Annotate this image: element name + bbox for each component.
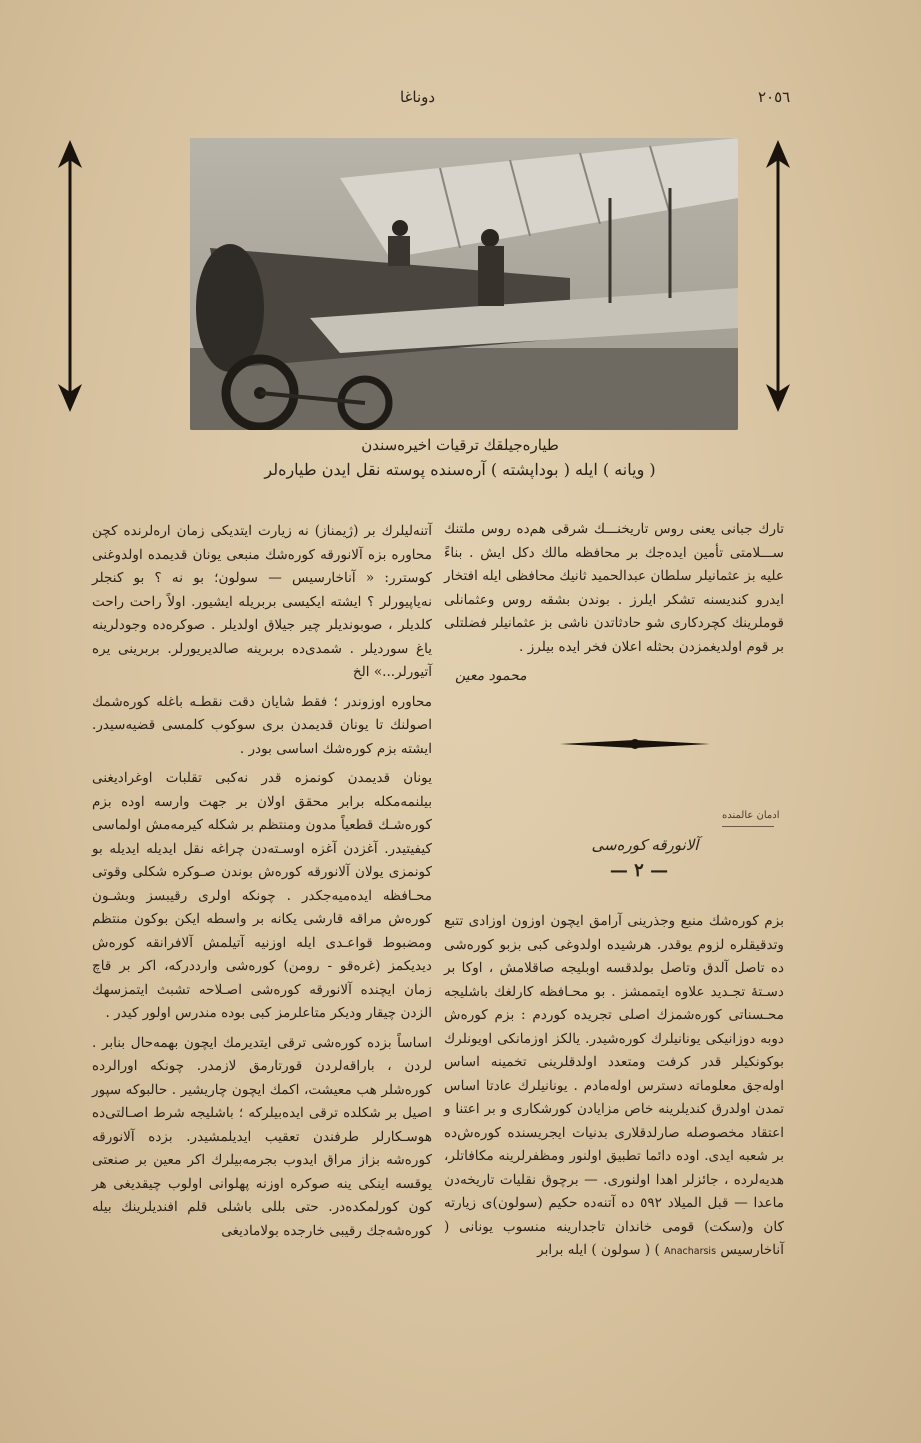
article-body-right: [444, 910, 784, 1270]
double-arrow-icon: [58, 140, 82, 412]
latin-name: Anacharsis: [664, 1246, 717, 1257]
paragraph: یونان قدیمدن کونمزه قدر نه‌کبی تقلبات اوغرادیغنی بیلنمه‌مکله برابر محقق اولان بر جهت وارسه اوده بزم کوره‌شـك قطعیاً مدون ومنتظم بر شکله کیرمه‌مش اولماسی کیفیتیدر. آغزدن آغزه اوسـته‌دن چراغه نقل ایدیله ایدیله بو کونمزی یولان آلانورقه کوره‌ش بوندن صـوکره شکلی وقوتی محـافظه ایده‌میه‌جکدر . چونکه اولری رقیبسز وبشـون کوره‌ش مراقه قارشی یکانه بر واسطه ایکن بوکون منتظم ومضبوط قواعـدی ایله اوزنیه آتیلمش آلافرانقه کوره‌ش دیدیکمز (غره‌قو - رومن) کوره‌شی وارددرکه، اکر بر قاچ زمان ایچنده آلانورقه کوره‌شی اصـلاحه تشبث ایتمزسهك الزدن چیقار ودیکر متاعلرمز کبی بوده مندرس اولور کیدر .: [92, 770, 432, 1021]
article-part-number: — ٢ —: [609, 860, 669, 881]
paragraph-text: بزم کوره‌شك منبع وجذرینی آرامق ایچون اوزون اوزادی تتبع وتدقیقلره لزوم یوقدر. هرشیده اولدوغی کبی بزبو کوره‌شی ده تاصل آلدق وتاصل بولدقسه اوبلیجه صاقلامش ، اوکا بر دسـتهٔ تجـدید علاوه ایتممشز . بو محـافظه کارلغك باشلیجه محـسناتی کوره‌شمزك اصلی تجریده کوردم : بزم کوره‌ش دوبه دوزانیکی یونانیلرك کوره‌شیدر. یالکز اوزمانکی اویونلرك بوکونکیلر قدر کرفت ومتعدد اولدقلرینی تخمینه اساس اوله‌جق معلوماته دسترس اوله‌مادم . یونانیلرك عادتا اساس تمدن اولدرق کندیلرینه خاص مزایادن کورشکاری و بر اعتنا و اعتقاد مخصوصله صارلدقلاری بدنیات ایجریسنده کوره‌ش‌ده بر شعبه ایدی. اوده دائما تطبیق اولنور ومظفرلرینه مکافاتلر، هدیه‌لرده ، جائزلر اهدا اولنوری. — برچوق نقلیات تاریخه‌دن ماعدا — قبل المیلاد ٥٩٢ ده آتنه‌ده حکیم (سولون)ی زیارته کان و(سکت) قومی خاندان تاجدارینه منسوب یونانی ( آناخارسیس: [444, 913, 784, 1258]
paragraph: محاوره اوزوندر ؛ فقط شایان دقت نقطـه باغله کوره‌شمك اصولنك تا یونان قدیمدن بری سوکوب کلمسی قضیه‌سیدر. ایشته بزم کوره‌شك اساسی بودر .: [92, 693, 432, 757]
paragraph-text-end: ) ( سولون ) ایله برابر: [537, 1242, 660, 1258]
paragraph: تارك جبانی یعنی روس تاریخنـــك شرقی هم‌ده روس ملتنك ســـلامتی تأمین ایده‌جك بر محافظه مالك دكل ایش . بناءً علیه بز عثمانیلر سلطان عبدالحمید ثانیك محافظی ایله افتخار ایدرو کندیسنه تشكر ایلرز . بوندن بشقه روس وعثمانلی قوملرینك کچردكاری شو حادثاتدن ناشی بز عثمانیلر فضلتلی بر قوم اولدیغمزدن بحثله اعلان فخر ایده بیلرز .: [444, 521, 784, 655]
article-title: آلانورقه کوره‌سی: [591, 836, 699, 854]
category-rule: [722, 826, 774, 827]
paragraph: [444, 910, 784, 1264]
journal-name: دوناغا: [400, 88, 436, 106]
author-signature: محمود معین: [455, 668, 527, 684]
photo-caption-subtitle: ( ویانه ) ایله ( بوداپشته ) آره‌سنده پوسته نقل ایدن طیاره‌لر: [264, 460, 656, 479]
section-divider: [560, 738, 710, 750]
previous-article-ending: [444, 518, 784, 665]
photo-caption-title: طیاره‌جیلقك ترقیات اخیره‌سندن: [361, 436, 559, 454]
double-arrow-icon: [766, 140, 790, 412]
paragraph: اساساً بزده کوره‌شی ترقی ایتدیرمك ایچون بهمه‌حال بنابر . لردن ، باراقه‌لردن قورتارمق لازمدر. چونکه اورالرده کوره‌شلر هب معیشت، اکمك ایچون چاریشیر . حالبوکه سپور اصیل بر شکلده ترقی ایده‌بیلرکه ؛ باشلیجه شرط اصـالتی‌ده هوسـکارلر طرفندن تعقیب ایدیلمشیدر. بزده آلانورقه کوره‌شه بزاز مراق ایدوب بجرمه‌بیلرك اکر معین بر صنعتی یوقسه اینکی ینه صوکره اوزنه پهلوانی اولوب چیقدیغی هر کون کورلمکده‌در. حتی بللی باشلی قلم افندیلرینك بیله کوره‌شه‌جك رقیبی خارجده بولامادیغی: [92, 1034, 432, 1239]
biplane-photo: [190, 138, 738, 430]
section-category: ادمان عالمنده: [722, 810, 780, 821]
paragraph: آتنه‌لیلرك بر (ژیمناز) نه زیارت ایتدیکی زمان اره‌لرنده کچن محاوره بزه آلانورقه کوره‌شك منبعی یونان قدیمده اولدوغنی کوسترر: « آناخارسیس — سولون؛ بو نه ؟ بو کنجلر نه‌یاپیورلر ؟ ایشته ایکیسی بربریله ایشیور. اولاً راحت راحت کلدیلر ، صوبوندیلر چیر جیلاق اولدیلر . صوکره‌ده وجودلرینه یاغ سوردیلر . شمدی‌ده بربرینه صالدیریورلر. بربرینی یره آتیورلر...» الخ: [92, 523, 432, 680]
article-body-left: [92, 520, 432, 1249]
page-number: ٢٠٥٦: [758, 88, 791, 106]
